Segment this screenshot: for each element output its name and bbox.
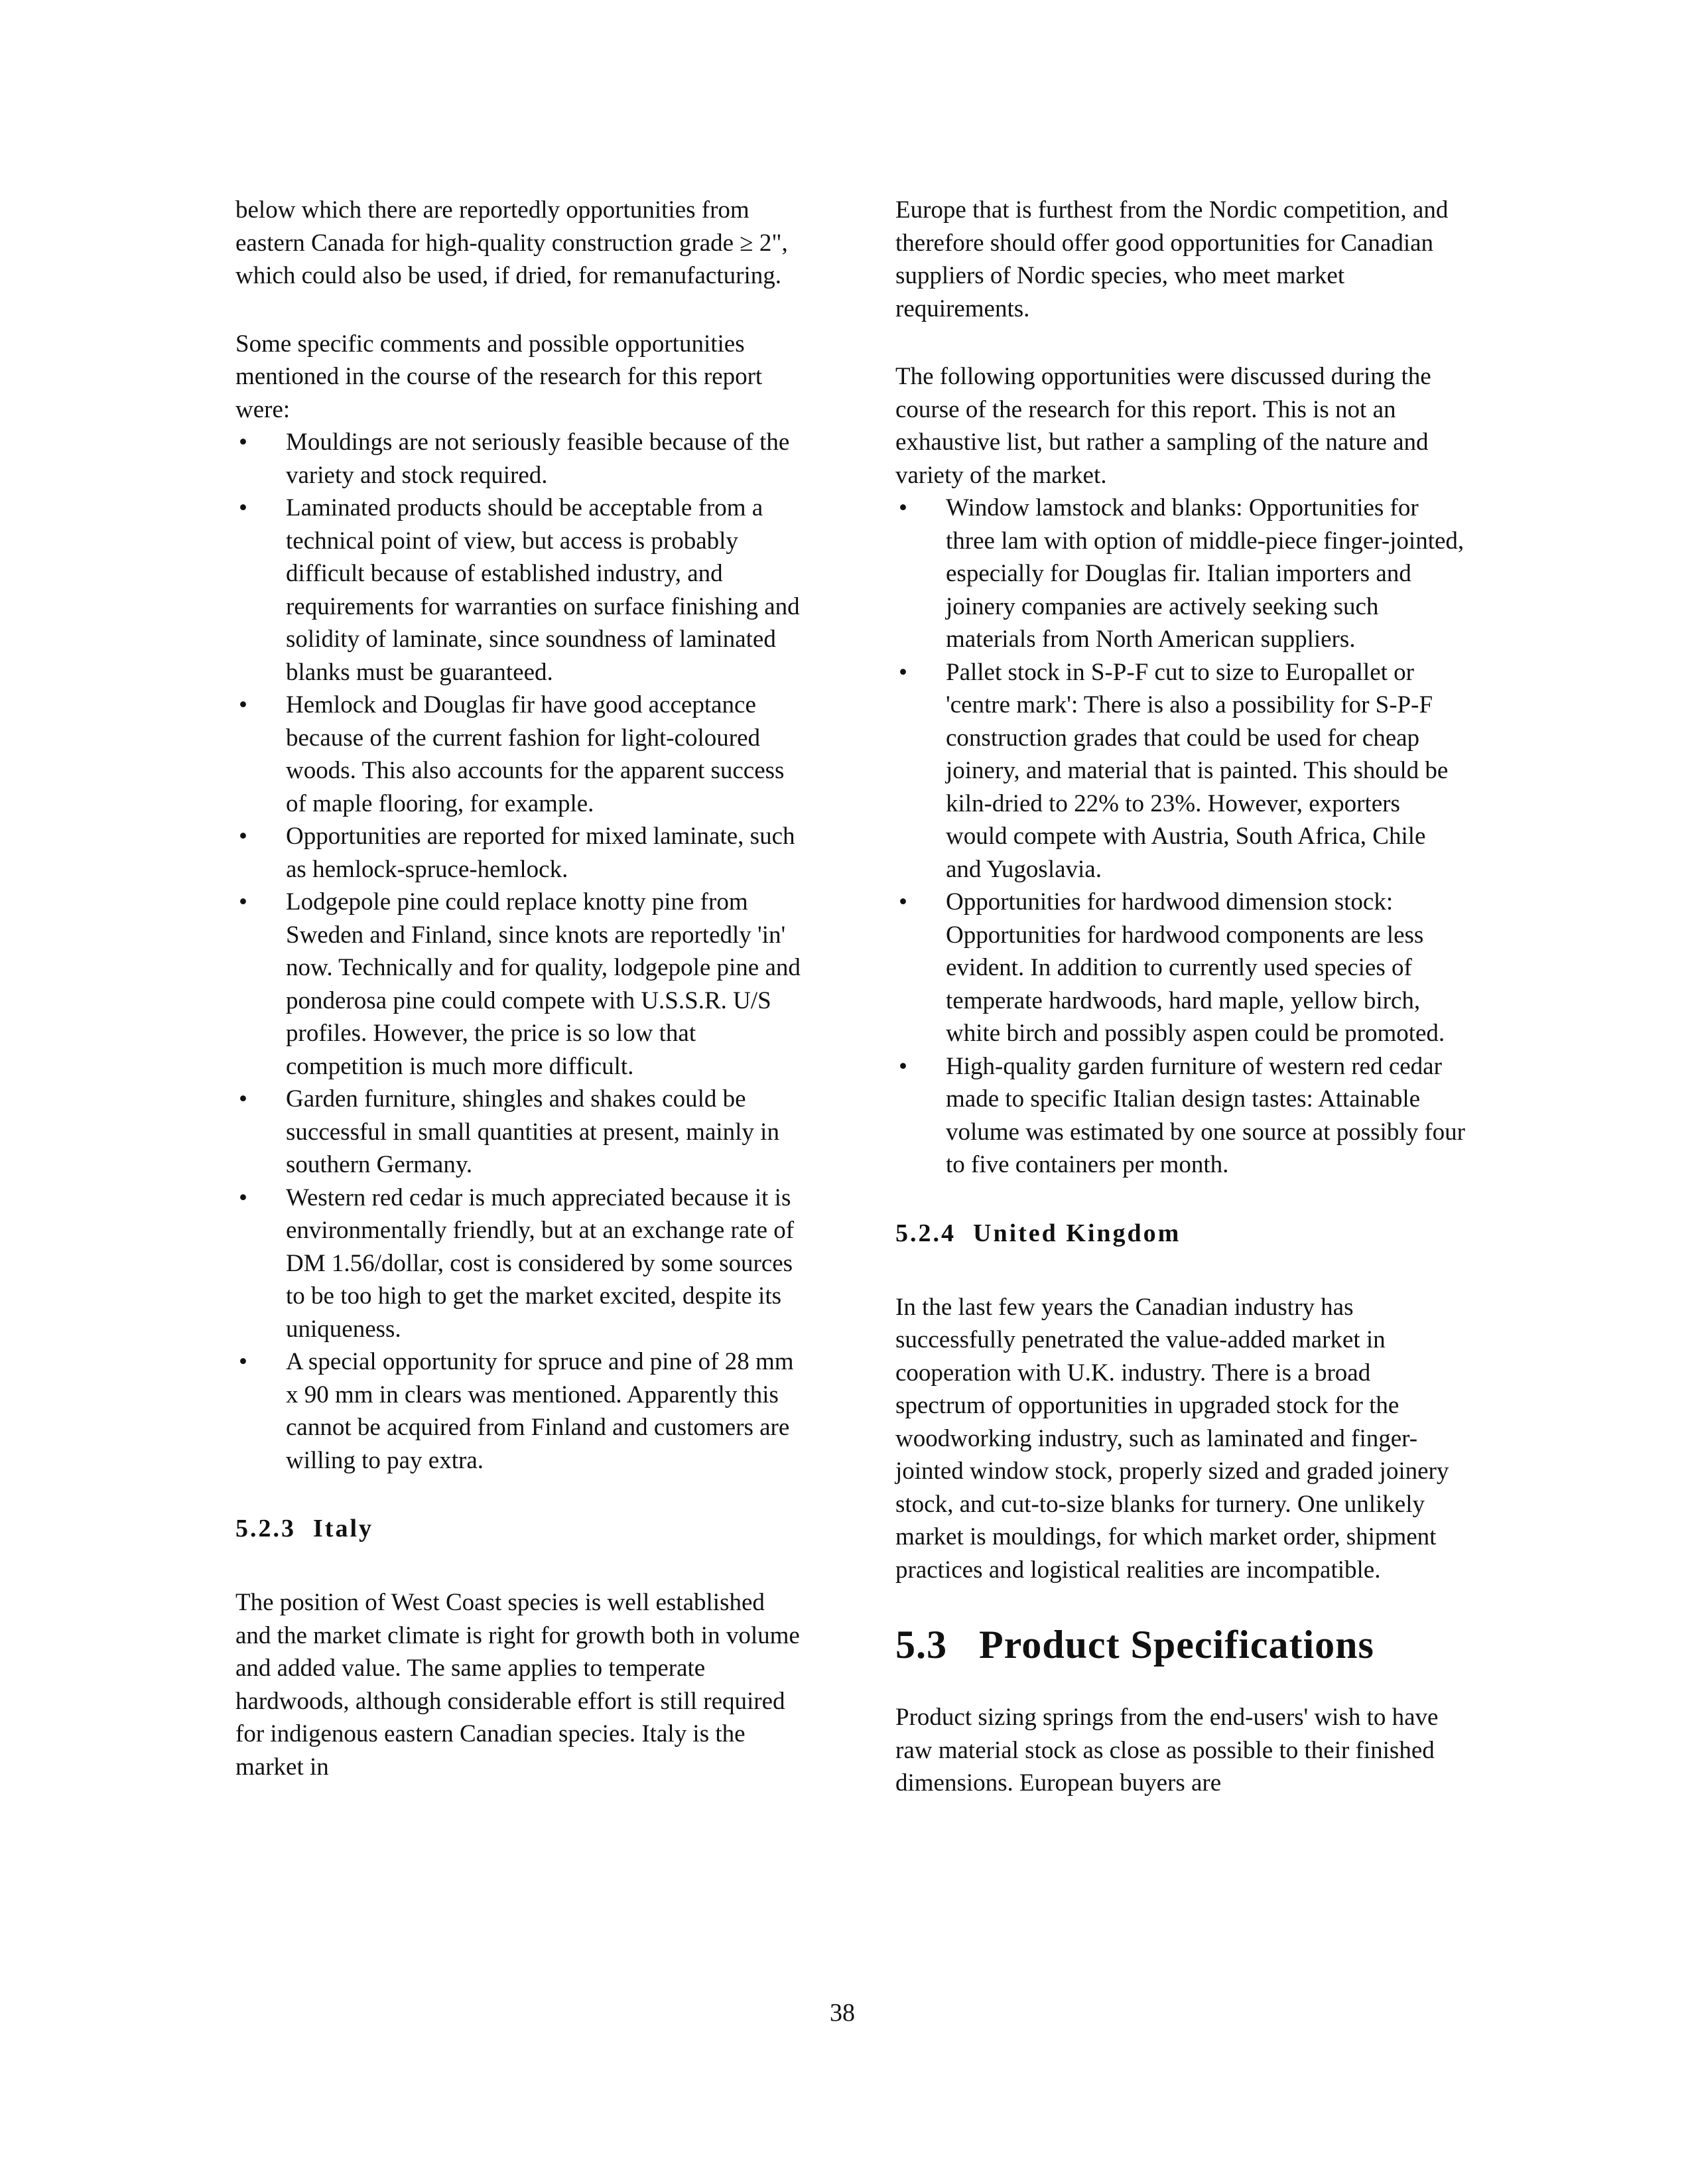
list-item: • Laminated products should be acceptable from a technical point of view, but access is probably difficult because of established industry, and requirements for warranties on surface finishing and solidity of laminate, since soundness of laminated blanks must be guaranteed.: [235, 492, 806, 689]
bullet-icon: •: [239, 888, 247, 916]
section-heading-product-specifications: 5.3 Product Specifications: [895, 1623, 1374, 1667]
right-column: [895, 194, 1466, 1835]
right-bullet-list: [895, 492, 1466, 1182]
bullet-icon: •: [899, 888, 907, 916]
specs-paragraph: Product sizing springs from the end-users' wish to have raw material stock as close as possible to their finished dimensions. European buyers are: [895, 1704, 1439, 1797]
bullet-icon: •: [899, 494, 907, 521]
list-item: • Hemlock and Douglas fir have good acceptance because of the current fashion for light-coloured woods. This also accounts for the apparent success of maple flooring, for example.: [235, 689, 806, 820]
list-item: • Pallet stock in S-P-F cut to size to Europallet or 'centre mark': There is also a possibility for S-P-F construction grades that could be used for cheap joinery, and material that is painted. This should be kiln-dried to 22% to 23%. However, exporters would compete with Austria, South Africa, Chile and Yugoslavia.: [895, 656, 1466, 886]
left-bullet-list: [235, 426, 806, 1477]
bullet-icon: •: [239, 691, 247, 718]
list-item: • A special opportunity for spruce and pine of 28 mm x 90 mm in clears was mentioned. Apparently this cannot be acquired from Finland and customers are willing to pay extra.: [235, 1345, 806, 1477]
bullet-icon: •: [239, 1184, 247, 1211]
uk-paragraph: In the last few years the Canadian industry has successfully penetrated the value-added market in cooperation with U.K. industry. There is a broad spectrum of opportunities in upgraded stock for the woodworking industry, such as laminated and finger-jointed window stock, properly sized and graded joinery stock, and cut-to-size blanks for turnery. One unlikely market is mouldings, for which market order, shipment practices and logistical realities are incompatible.: [895, 1293, 1449, 1584]
list-item: • Opportunities are reported for mixed laminate, such as hemlock-spruce-hemlock.: [235, 820, 806, 886]
list-item: • Opportunities for hardwood dimension stock: Opportunities for hardwood components are less evident. In addition to currently used species of temperate hardwoods, hard maple, yellow birch, white birch and possibly aspen could be promoted.: [895, 886, 1466, 1050]
left-column: [235, 194, 806, 1818]
left-paragraph-continued: below which there are reportedly opportunities from eastern Canada for high-quality construction grade ≥ 2", which could also be used, if dried, for remanufacturing.: [235, 196, 788, 289]
section-heading-united-kingdom: 5.2.4 United Kingdom: [895, 1219, 1181, 1247]
right-paragraph-continued: Europe that is furthest from the Nordic competition, and therefore should offer good opportunities for Canadian suppliers of Nordic species, who meet market requirements.: [895, 196, 1449, 322]
bullet-icon: •: [899, 658, 907, 686]
bullet-icon: •: [239, 429, 247, 456]
bullet-icon: •: [239, 494, 247, 521]
list-item: • Mouldings are not seriously feasible because of the variety and stock required.: [235, 426, 806, 492]
left-paragraph-intro: Some specific comments and possible opportunities mentioned in the course of the research for this report were:: [235, 330, 763, 423]
list-item: • Lodgepole pine could replace knotty pine from Sweden and Finland, since knots are reportedly 'in' now. Technically and for quality, lodgepole pine and ponderosa pine could compete with U.S.S.R. U/S profiles. However, the price is so low that competition is much more difficult.: [235, 886, 806, 1083]
section-heading-italy: 5.2.3 Italy: [235, 1515, 373, 1542]
list-item: • Western red cedar is much appreciated because it is environmentally friendly, but at an exchange rate of DM 1.56/dollar, cost is considered by some sources to be too high to get the market excited, despite its uniqueness.: [235, 1182, 806, 1346]
right-paragraph-intro: The following opportunities were discussed during the course of the research for this report. This is not an exhaustive list, but rather a sampling of the nature and variety of the market.: [895, 363, 1431, 489]
list-item: • Garden furniture, shingles and shakes could be successful in small quantities at present, mainly in southern Germany.: [235, 1083, 806, 1182]
bullet-icon: •: [239, 1348, 247, 1375]
bullet-icon: •: [239, 1085, 247, 1113]
list-item: • High-quality garden furniture of western red cedar made to specific Italian design tastes: Attainable volume was estimated by one source at possibly four to five containers per month.: [895, 1050, 1466, 1182]
list-item: • Window lamstock and blanks: Opportunities for three lam with option of middle-piece finger-jointed, especially for Douglas fir. Italian importers and joinery companies are actively seeking such materials from North American suppliers.: [895, 492, 1466, 656]
bullet-icon: •: [899, 1052, 907, 1080]
italy-paragraph: The position of West Coast species is well established and the market climate is right for growth both in volume and added value. The same applies to temperate hardwoods, although considerable effort is still required for indigenous eastern Canadian species. Italy is the market in: [235, 1589, 800, 1781]
page-number: 38: [830, 1999, 855, 2027]
bullet-icon: •: [239, 823, 247, 850]
